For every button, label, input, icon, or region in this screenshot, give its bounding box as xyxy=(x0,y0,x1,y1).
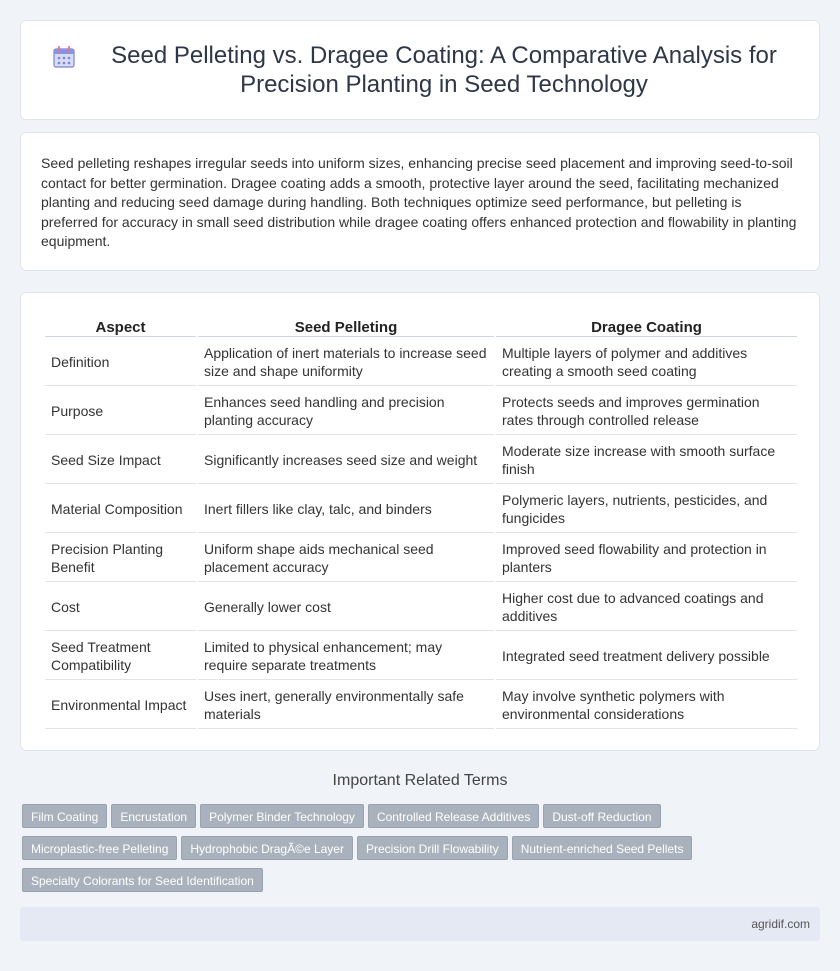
header-dragee-coating: Dragee Coating xyxy=(496,315,797,337)
table-row xyxy=(45,486,797,533)
table-row xyxy=(45,437,797,484)
table-cell: Application of inert materials to increase seed size and shape uniformity xyxy=(198,339,494,386)
related-term-tag[interactable]: Film Coating xyxy=(22,804,107,828)
comparison-table xyxy=(43,313,799,731)
table-cell: Protects seeds and improves germination rates through controlled release xyxy=(496,388,797,435)
table-header-row xyxy=(45,315,797,337)
related-term-tag[interactable]: Hydrophobic DragÃ©e Layer xyxy=(181,836,353,860)
related-terms-tags xyxy=(22,804,822,900)
table-cell: Purpose xyxy=(45,388,196,435)
table-cell: Enhances seed handling and precision planting accuracy xyxy=(198,388,494,435)
table-cell: Environmental Impact xyxy=(45,682,196,729)
table-cell: Improved seed flowability and protection in planters xyxy=(496,535,797,582)
related-term-tag[interactable]: Controlled Release Additives xyxy=(368,804,539,828)
related-term-tag[interactable]: Polymer Binder Technology xyxy=(200,804,364,828)
comparison-table-card xyxy=(20,292,820,751)
table-cell: Uses inert, generally environmentally safe materials xyxy=(198,682,494,729)
table-row xyxy=(45,388,797,435)
table-cell: Significantly increases seed size and weight xyxy=(198,437,494,484)
calendar-icon xyxy=(51,44,77,70)
table-cell: Polymeric layers, nutrients, pesticides, and fungicides xyxy=(496,486,797,533)
table-cell: Multiple layers of polymer and additives creating a smooth seed coating xyxy=(496,339,797,386)
table-cell: Seed Size Impact xyxy=(45,437,196,484)
related-term-tag[interactable]: Precision Drill Flowability xyxy=(357,836,508,860)
table-cell: Limited to physical enhancement; may require separate treatments xyxy=(198,633,494,680)
table-cell: Generally lower cost xyxy=(198,584,494,631)
table-cell: Precision Planting Benefit xyxy=(45,535,196,582)
table-cell: Seed Treatment Compatibility xyxy=(45,633,196,680)
related-term-tag[interactable]: Specialty Colorants for Seed Identification xyxy=(22,868,263,892)
related-term-tag[interactable]: Microplastic-free Pelleting xyxy=(22,836,177,860)
table-row xyxy=(45,584,797,631)
table-cell: Inert fillers like clay, talc, and binders xyxy=(198,486,494,533)
table-cell: Moderate size increase with smooth surface finish xyxy=(496,437,797,484)
footer xyxy=(20,907,820,941)
related-term-tag[interactable]: Nutrient-enriched Seed Pellets xyxy=(512,836,693,860)
table-cell: Uniform shape aids mechanical seed placement accuracy xyxy=(198,535,494,582)
table-cell: May involve synthetic polymers with environmental considerations xyxy=(496,682,797,729)
footer-site-link[interactable]: agridif.com xyxy=(751,917,810,931)
table-row xyxy=(45,339,797,386)
table-cell: Integrated seed treatment delivery possible xyxy=(496,633,797,680)
related-term-tag[interactable]: Dust-off Reduction xyxy=(543,804,660,828)
table-cell: Cost xyxy=(45,584,196,631)
title-wrap xyxy=(21,41,819,99)
table-cell: Material Composition xyxy=(45,486,196,533)
intro-paragraph: Seed pelleting reshapes irregular seeds into uniform sizes, enhancing precise seed placement and improving seed-to-soil contact for better germination. Dragee coating adds a smooth, protective layer around the seed, facilitating mechanized planting and reducing seed damage during handling. Both techniques optimize seed performance, but pelleting is preferred for accuracy in small seed distribution while dragee coating offers enhanced protection and flowability in planting equipment. xyxy=(41,155,797,249)
intro-card xyxy=(20,132,820,271)
table-row xyxy=(45,535,797,582)
header-aspect: Aspect xyxy=(45,315,196,337)
table-cell: Definition xyxy=(45,339,196,386)
table-row xyxy=(45,633,797,680)
header-seed-pelleting: Seed Pelleting xyxy=(198,315,494,337)
related-term-tag[interactable]: Encrustation xyxy=(111,804,196,828)
table-row xyxy=(45,682,797,729)
table-cell: Higher cost due to advanced coatings and additives xyxy=(496,584,797,631)
title-card xyxy=(20,20,820,120)
page-title: Seed Pelleting vs. Dragee Coating: A Comparative Analysis for Precision Planting in Seed Technology xyxy=(111,42,777,98)
related-terms-title: Important Related Terms xyxy=(332,772,508,789)
